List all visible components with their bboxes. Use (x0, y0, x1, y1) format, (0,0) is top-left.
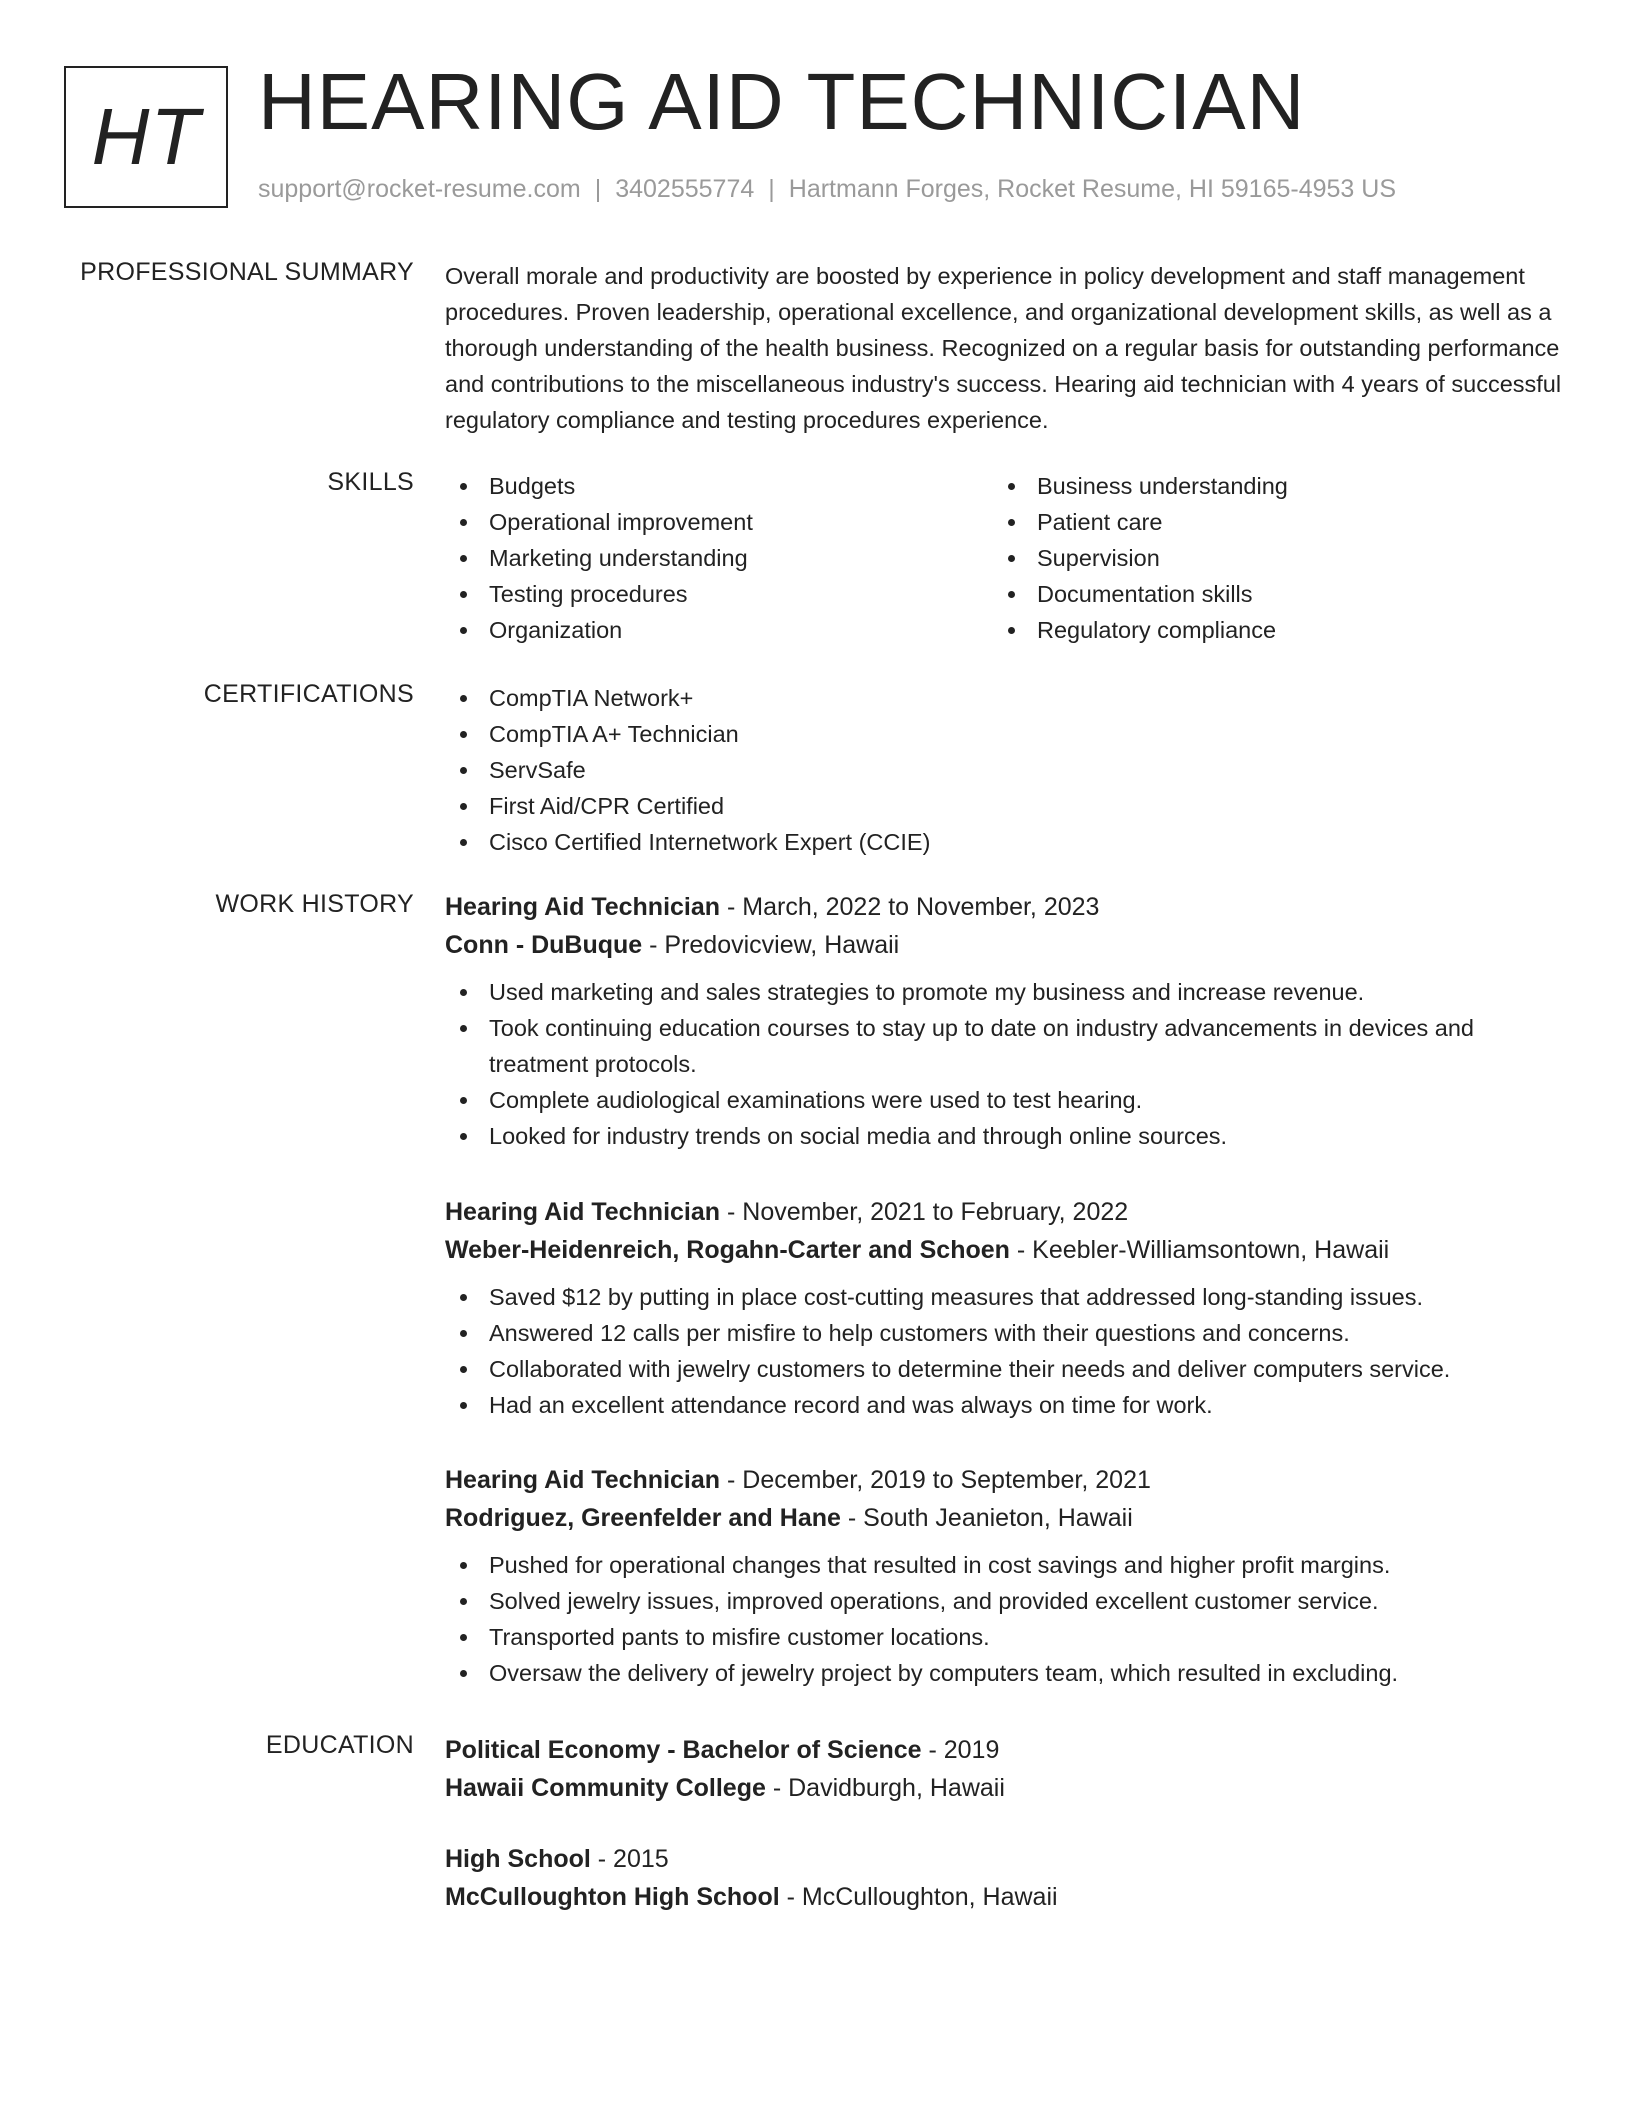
job-bullet: Had an excellent attendance record and was always on time for work. (445, 1387, 1565, 1423)
education-school-line (445, 1769, 1565, 1807)
job-title: Hearing Aid Technician (445, 1198, 721, 1226)
education-body (445, 1731, 1565, 1916)
certifications-list (445, 680, 1565, 860)
skill-item: Business understanding (993, 468, 1541, 504)
certification-item: ServSafe (445, 752, 1565, 788)
job-location: - Keebler-Williamsontown, Hawaii (1009, 1236, 1390, 1264)
education-school: Hawaii Community College (445, 1774, 766, 1802)
job-bullet: Transported pants to misfire customer locations. (445, 1619, 1565, 1655)
job-bullets (445, 1279, 1565, 1423)
education-degree: High School (445, 1845, 591, 1873)
job-dates: - March, 2022 to November, 2023 (720, 893, 1100, 921)
skill-item: Organization (445, 612, 993, 648)
job-bullet: Oversaw the delivery of jewelry project by computers team, which resulted in excluding. (445, 1655, 1565, 1691)
skills-column-right (993, 468, 1541, 648)
job-location: - South Jeanieton, Hawaii (840, 1504, 1133, 1532)
job-bullets (445, 974, 1565, 1154)
job-company-line (445, 1499, 1565, 1537)
skill-item: Documentation skills (993, 576, 1541, 612)
job-title: Hearing Aid Technician (445, 1466, 721, 1494)
job-bullet: Used marketing and sales strategies to promote my business and increase revenue. (445, 974, 1565, 1010)
job-bullet: Answered 12 calls per misfire to help customers with their questions and concerns. (445, 1315, 1565, 1351)
education-entry (445, 1840, 1565, 1916)
job-title-line (445, 888, 1565, 926)
section-label-certifications: CERTIFICATIONS (203, 680, 414, 708)
education-location: - McCulloughton, Hawaii (779, 1883, 1058, 1911)
job-title: Hearing Aid Technician (445, 893, 721, 921)
skill-item: Regulatory compliance (993, 612, 1541, 648)
certification-item: CompTIA A+ Technician (445, 716, 1565, 752)
summary-text: Overall morale and productivity are boosted by experience in policy development and staff management procedures. Proven leadership, operational excellence, and organizational development skills, as well as a thorough understanding of the health business. Recognized on a regular basis for outstanding performance and contributions to the miscellaneous industry's success. Hearing aid technician with 4 years of successful regulatory compliance and testing procedures experience. (445, 263, 1562, 433)
skill-item: Supervision (993, 540, 1541, 576)
section-label-skills: SKILLS (327, 468, 414, 496)
skill-item: Operational improvement (445, 504, 993, 540)
job-company-line (445, 1231, 1565, 1269)
skills-column-left (445, 468, 993, 648)
education-school-line (445, 1878, 1565, 1916)
section-label-summary: PROFESSIONAL SUMMARY (80, 258, 414, 286)
job-company-line (445, 926, 1565, 964)
education-degree-line (445, 1731, 1565, 1769)
skill-item: Patient care (993, 504, 1541, 540)
job-title-line (445, 1193, 1565, 1231)
job-bullet: Pushed for operational changes that resulted in cost savings and higher profit margins. (445, 1547, 1565, 1583)
contact-line (258, 175, 1396, 204)
education-school: McCulloughton High School (445, 1883, 780, 1911)
contact-phone[interactable]: 3402555774 (615, 175, 755, 203)
job-bullet: Complete audiological examinations were used to test hearing. (445, 1082, 1565, 1118)
job-bullet: Took continuing education courses to stay up to date on industry advancements in devices and treatment protocols. (445, 1010, 1565, 1082)
contact-email[interactable]: support@rocket-resume.com (258, 175, 581, 203)
job-bullet: Looked for industry trends on social media and through online sources. (445, 1118, 1565, 1154)
job-bullet: Collaborated with jewelry customers to determine their needs and deliver computers service. (445, 1351, 1565, 1387)
job-company: Weber-Heidenreich, Rogahn-Carter and Schoen (445, 1236, 1010, 1264)
certifications-body (445, 680, 1565, 860)
job-title-line (445, 1461, 1565, 1499)
job-company: Conn - DuBuque (445, 931, 643, 959)
education-degree: Political Economy - Bachelor of Science (445, 1736, 922, 1764)
education-year: - 2019 (921, 1736, 1000, 1764)
monogram-initials: HT (91, 92, 201, 181)
certification-item: Cisco Certified Internetwork Expert (CCIE) (445, 824, 1565, 860)
skill-item: Budgets (445, 468, 993, 504)
skills-grid (445, 468, 1565, 648)
job-bullet: Solved jewelry issues, improved operations, and provided excellent customer service. (445, 1583, 1565, 1619)
job-dates: - November, 2021 to February, 2022 (720, 1198, 1129, 1226)
job-location: - Predovicview, Hawaii (642, 931, 900, 959)
monogram-badge (64, 66, 228, 208)
certification-item: CompTIA Network+ (445, 680, 1565, 716)
contact-separator: | (768, 175, 775, 203)
section-label-work-history: WORK HISTORY (215, 890, 414, 918)
skill-item: Testing procedures (445, 576, 993, 612)
job-dates: - December, 2019 to September, 2021 (720, 1466, 1151, 1494)
education-year: - 2015 (590, 1845, 669, 1873)
contact-separator: | (594, 175, 602, 203)
section-label-education: EDUCATION (265, 1731, 414, 1759)
resume-title: HEARING AID TECHNICIAN (258, 57, 1306, 146)
skill-item: Marketing understanding (445, 540, 993, 576)
job-bullets (445, 1547, 1565, 1691)
education-location: - Davidburgh, Hawaii (765, 1774, 1005, 1802)
education-entry (445, 1731, 1565, 1807)
certification-item: First Aid/CPR Certified (445, 788, 1565, 824)
contact-address: Hartmann Forges, Rocket Resume, HI 59165-4953 US (788, 175, 1396, 203)
job-bullet: Saved $12 by putting in place cost-cutting measures that addressed long-standing issues. (445, 1279, 1565, 1315)
education-degree-line (445, 1840, 1565, 1878)
job-company: Rodriguez, Greenfelder and Hane (445, 1504, 841, 1532)
